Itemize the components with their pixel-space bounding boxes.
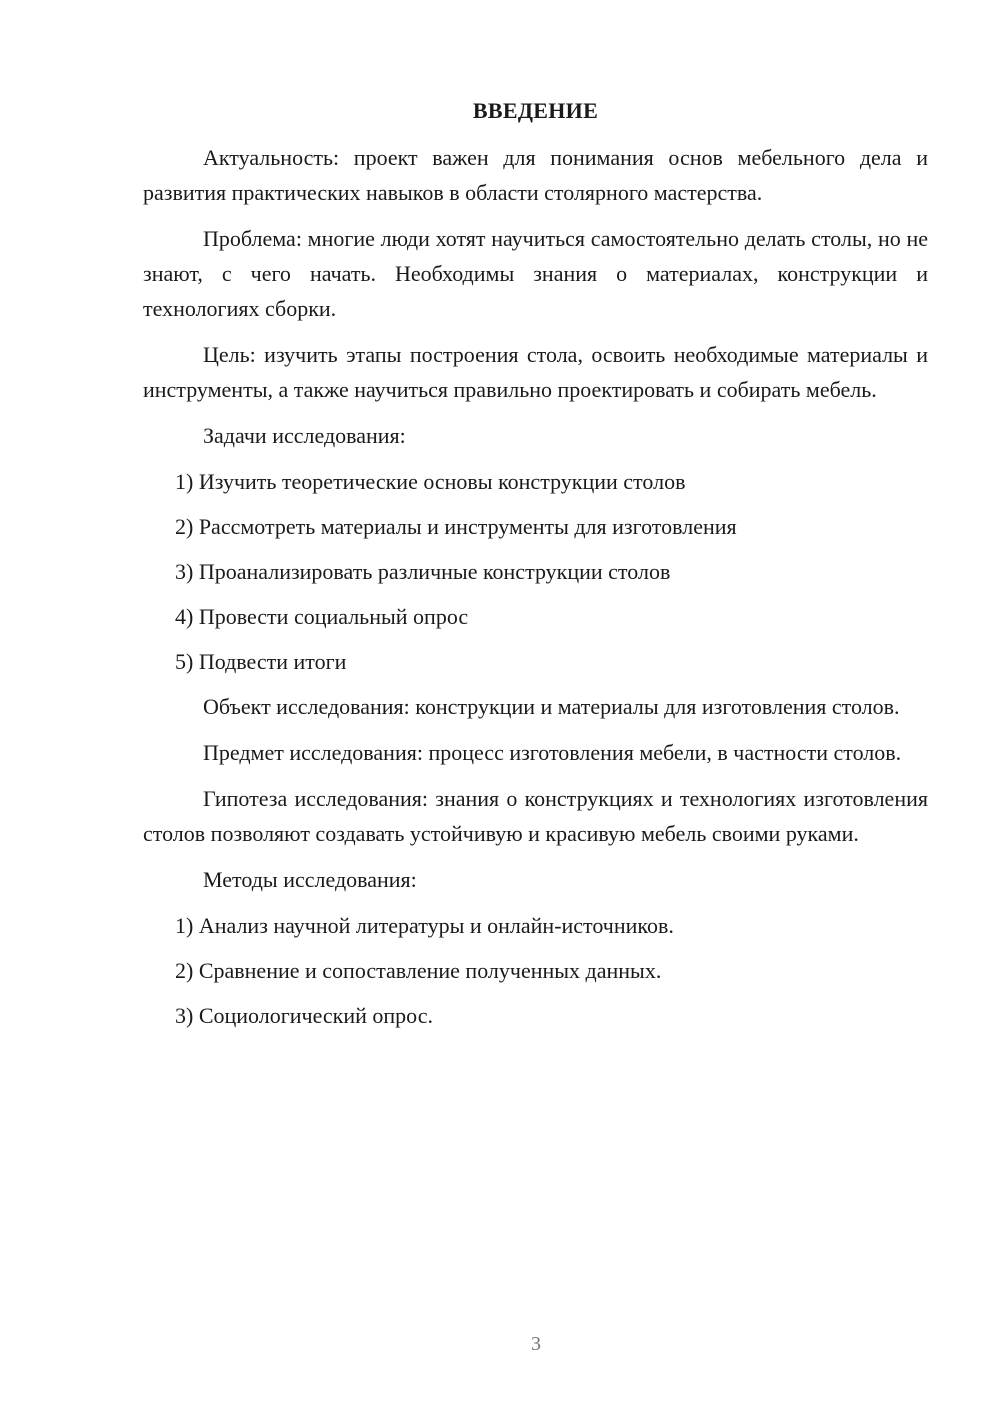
list-item: 3) Социологический опрос. <box>175 1003 433 1028</box>
tasks-list <box>143 464 928 679</box>
object-paragraph: Объект исследования: конструкции и материалы для изготовления столов. <box>203 694 900 719</box>
list-item: 2) Рассмотреть материалы и инструменты для изготовления <box>175 514 737 539</box>
list-item: 4) Провести социальный опрос <box>175 604 469 629</box>
tasks-heading: Задачи исследования: <box>203 423 406 448</box>
list-item: 1) Изучить теоретические основы конструкции столов <box>175 469 686 494</box>
subject-paragraph: Предмет исследования: процесс изготовления мебели, в частности столов. <box>203 740 902 765</box>
page-title: ВВЕДЕНИЕ <box>472 98 599 123</box>
methods-list <box>143 908 928 1033</box>
list-item: 1) Анализ научной литературы и онлайн-источников. <box>175 913 674 938</box>
goal-paragraph: Цель: изучить этапы построения стола, освоить необходимые материалы и инструменты, а также научиться правильно проектировать и собирать мебель. <box>143 342 928 402</box>
methods-heading: Методы исследования: <box>203 867 417 892</box>
hypothesis-paragraph: Гипотеза исследования: знания о конструкциях и технологиях изготовления столов позволяют создавать устойчивую и красивую мебель своими руками. <box>143 786 928 846</box>
list-item: 2) Сравнение и сопоставление полученных данных. <box>175 958 662 983</box>
page-number: 3 <box>531 1333 541 1355</box>
list-item: 5) Подвести итоги <box>175 649 347 674</box>
page-content <box>143 96 928 1043</box>
relevance-paragraph: Актуальность: проект важен для понимания основ мебельного дела и развития практических навыков в области столярного мастерства. <box>143 145 928 205</box>
list-item: 3) Проанализировать различные конструкции столов <box>175 559 671 584</box>
problem-paragraph: Проблема: многие люди хотят научиться самостоятельно делать столы, но не знают, с чего начать. Необходимы знания о материалах, конструкции и технологиях сборки. <box>143 226 928 321</box>
